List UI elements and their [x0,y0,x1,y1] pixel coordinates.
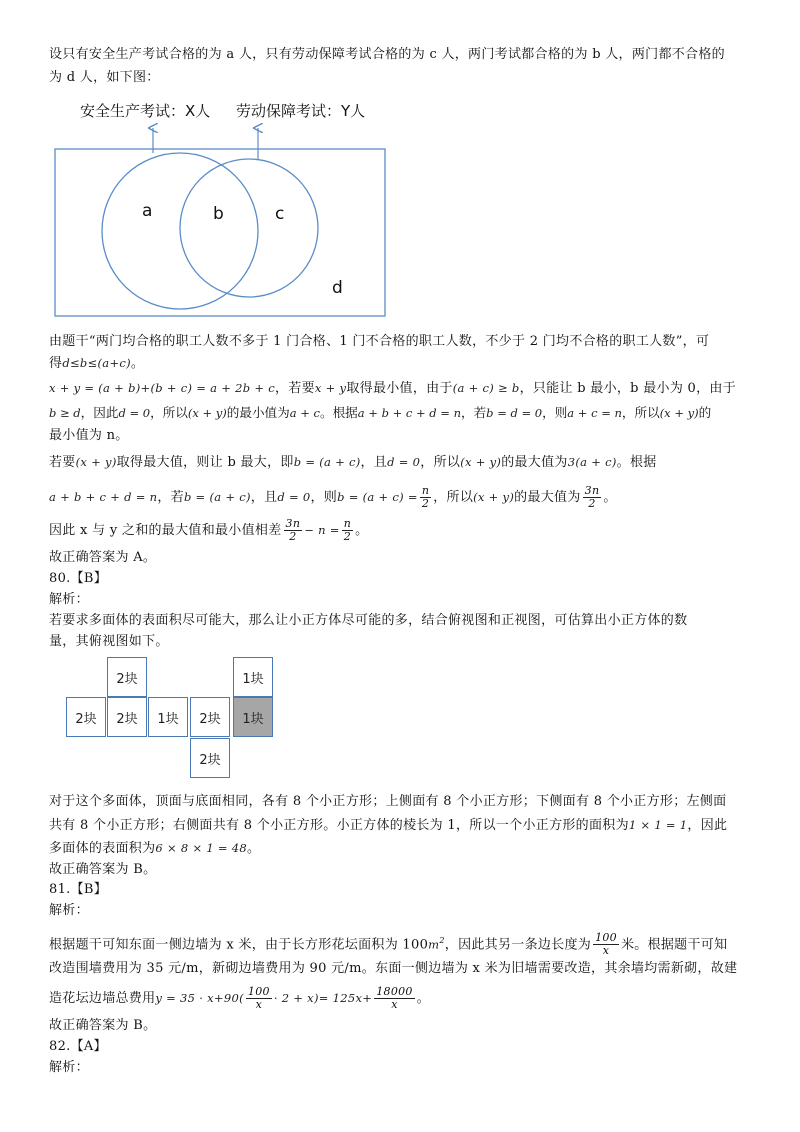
q81-line-1: 根据题干可知东面一侧边墙为 x 米，由于长方形花坛面积为 $100m^2$，因此其另一条边长度为 $\frac{100}{x}$ 米。根据题干可知 [49,931,728,958]
grid-cell-shaded: 1块 [233,697,273,737]
q79-line-5: 最小值为 n。 [49,428,129,443]
q79-line-1: 由题干“两门均合格的职工人数不多于 1 门合格、1 门不合格的职工人数，不少于 2 门均不合格的职工人数”，可 [49,334,710,349]
venn-region-d: d [332,278,343,298]
q80-line-5: 多面体的表面积为6 × 8 × 1 = 48。 [49,841,261,856]
grid-cell: 2块 [66,697,106,737]
fraction-n-over-2: $\frac{n}{2}$ [343,517,352,543]
grid-cell: 2块 [107,697,147,737]
q81-jiexi: 解析： [49,903,89,918]
q80-jiexi: 解析： [49,592,89,607]
q79-line-3: x + y = (a + b)+(b + c) = a + 2b + c，若要x + y取得最小值，由于(a + c) ≥ b，只能让 b 最小，b 最小为 0，由于 [49,381,737,396]
grid-cell: 2块 [107,657,147,697]
fraction-18000-over-x: $\frac{18000}{x}$ [376,985,413,1011]
venn-label-x: 安全生产考试：X人 [80,102,211,120]
q79-answer: 故正确答案为 A。 [49,550,157,565]
venn-circle-y [180,159,318,297]
grid-cell: 2块 [190,738,230,778]
q80-line-2: 量，其俯视图如下。 [49,634,169,649]
q81-answer: 故正确答案为 B。 [49,1018,157,1033]
venn-region-b: b [213,204,224,224]
grid-cell: 1块 [148,697,188,737]
q80-line-1: 若要求多面体的表面积尽可能大，那么让小正方体尽可能的多，结合俯视图和正视图，可估算出小正方体的数 [49,613,688,628]
q81-line-2: 改造围墙费用为 35 元/m，新砌边墙费用为 90 元/m。东面一侧边墙为 x 米为旧墙需要改造，其余墙均需新砌，故建 [49,961,738,976]
grid-cell: 1块 [233,657,273,697]
fraction-3n-over-2: $\frac{3n}{2}$ [285,517,301,543]
venn-shapes [0,0,800,330]
q80-line-3: 对于这个多面体，顶面与底面相同，各有 8 个小正方形；上侧面有 8 个小正方形；下侧面有 8 个小正方形；左侧面 [49,794,727,809]
q80-number: 80.【B】 [49,571,108,586]
grid-cell: 2块 [190,697,230,737]
q81-line-3: 造花坛边墙总费用y = 35 · x+90( $\frac{100}{x}$ · 2 + x)= 125x+ $\frac{18000}{x}$ 。 [49,985,431,1011]
q79-line-8: 因此 x 与 y 之和的最大值和最小值相差 $\frac{3n}{2}$ − n = $\frac{n}{2}$ 。 [49,517,369,543]
q80-line-4: 共有 8 个小正方形；右侧面共有 8 个小正方形。小正方体的棱长为 1，所以一个小正方形的面积为1 × 1 = 1，因此 [49,818,728,833]
venn-region-a: a [142,201,153,221]
venn-region-c: c [275,204,285,224]
venn-label-y: 劳动保障考试：Y人 [236,102,366,120]
intro-line-1: 设只有安全生产考试合格的为 a 人，只有劳动保障考试合格的为 c 人，两门考试都合格的为 b 人，两门都不合格的 [49,47,725,62]
q79-line-2: 得d≤b≤(a+c)。 [49,356,145,371]
fraction-100-over-x: $\frac{100}{x}$ [247,985,270,1011]
q81-number: 81.【B】 [49,882,108,897]
fraction-100-over-x: $\frac{100}{x}$ [595,931,617,958]
q80-answer: 故正确答案为 B。 [49,862,157,877]
q82-number: 82.【A】 [49,1039,107,1054]
fraction-n-over-2: $\frac{n}{2}$ [421,484,430,510]
intro-line-2: 为 d 人，如下图： [49,70,160,85]
fraction-3n-over-2: $\frac{3n}{2}$ [584,484,600,510]
q79-line-4: b ≥ d，因此d = 0，所以(x + y)的最小值为a + c。根据a + b + c + d = n，若b = d = 0，则a + c = n，所以(x + y)的 [49,405,712,420]
q79-line-7: a + b + c + d = n，若b = (a + c)，且d = 0，则b = (a + c) = $\frac{n}{2}$ ，所以(x + y)的最大值为 $\frac{3n}{2}$ 。 [49,484,617,510]
q82-jiexi: 解析： [49,1060,89,1075]
q79-line-6: 若要(x + y)取得最大值，则让 b 最大，即b = (a + c)，且d = 0，所以(x + y)的最大值为3(a + c)。根据 [49,455,657,470]
